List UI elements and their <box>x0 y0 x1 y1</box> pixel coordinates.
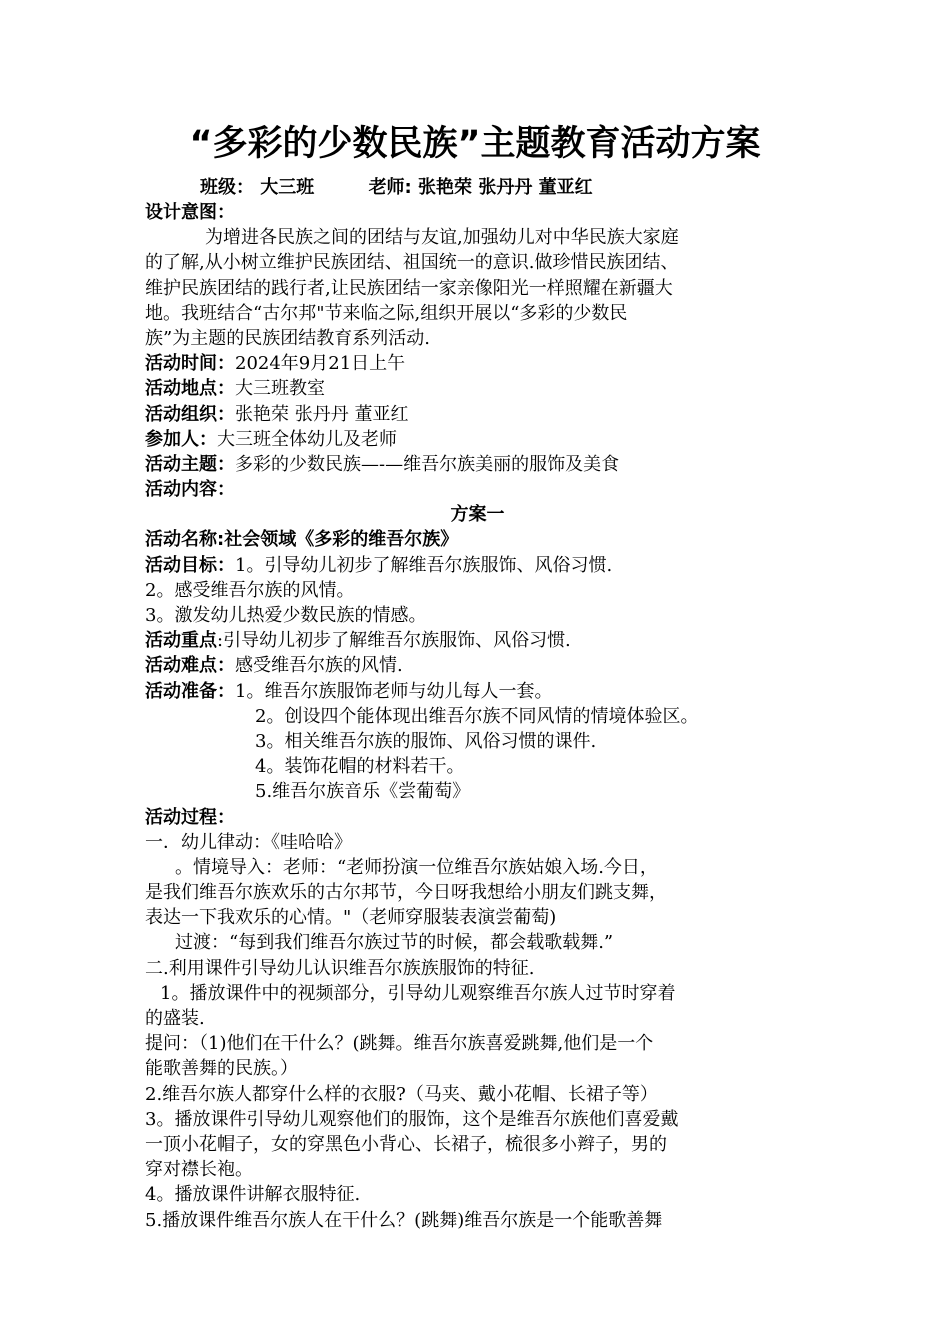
process-line: 过渡：“每到我们维吾尔族过节的时候，都会载歌载舞.” <box>175 932 614 954</box>
intent-line: 地。我班结合“古尔邦"节来临之际,组织开展以“多彩的少数民 <box>145 302 628 324</box>
process-heading: 活动过程： <box>145 806 235 828</box>
info-row-content <box>145 477 810 502</box>
prep-label: 活动准备： <box>145 680 235 702</box>
key-point-row <box>145 628 810 653</box>
goal-item: 3。激发幼儿热爱少数民族的情感。 <box>145 605 427 626</box>
process-line: 表达一下我欢乐的心情。"（老师穿服装表演尝葡萄) <box>145 907 557 929</box>
intent-line: 为增进各民族之间的团结与友谊,加强幼儿对中华民族大家庭 <box>205 227 679 249</box>
process-line: 3。播放课件引导幼儿观察他们的服饰，这个是维吾尔族他们喜爱戴 <box>145 1108 679 1130</box>
class-name: 大三班 <box>260 177 315 198</box>
process-line: 是我们维吾尔族欢乐的古尔邦节，今日呀我想给小朋友们跳支舞， <box>145 882 667 904</box>
process-line: 二.利用课件引导幼儿认识维吾尔族族服饰的特征. <box>145 957 535 979</box>
info-value: 大三班教室 <box>235 378 325 400</box>
info-label: 活动地点： <box>145 378 235 400</box>
info-value: 大三班全体幼儿及老师 <box>217 428 397 450</box>
goal-item: 2。感受维吾尔族的风情。 <box>145 579 355 601</box>
prep-item: 3。相关维吾尔族的服饰、风俗习惯的课件. <box>255 730 597 752</box>
info-value: 多彩的少数民族—-—维吾尔族美丽的服饰及美食 <box>235 453 620 475</box>
teacher-names: 张艳荣 张丹丹 董亚红 <box>418 177 593 198</box>
intent-line: 族”为主题的民族团结教育系列活动. <box>145 327 430 349</box>
prep-item: 2。创设四个能体现出维吾尔族不同风情的情境体验区。 <box>255 705 699 727</box>
activity-name-row <box>145 527 810 552</box>
activity-name-value: :社会领域《多彩的维吾尔族》 <box>217 529 459 551</box>
activity-name-label: 活动名称 <box>145 529 217 551</box>
process-line: 。情境导入：老师：“老师扮演一位维吾尔族姑娘入场.今日， <box>175 856 658 878</box>
plan-heading: 方案一 <box>450 504 505 526</box>
difficulty-label: 活动难点： <box>145 655 235 677</box>
process-line: 穿对襟长袍。 <box>145 1159 253 1181</box>
goal-row <box>145 553 810 578</box>
key-point-value: :引导幼儿初步了解维吾尔族服饰、风俗习惯. <box>217 630 571 652</box>
info-label: 参加人： <box>145 428 217 450</box>
prep-item: 5.维吾尔族音乐《尝葡萄》 <box>255 781 471 803</box>
info-row-location <box>145 376 810 401</box>
info-label: 活动时间： <box>145 353 235 375</box>
goal-label: 活动目标： <box>145 554 235 576</box>
goal-item: 1。引导幼儿初步了解维吾尔族服饰、风俗习惯. <box>235 554 613 576</box>
process-line: 的盛装. <box>145 1008 205 1029</box>
intent-line: 的了解,从小树立维护民族团结、祖国统一的意识.做珍惜民族团结、 <box>145 252 679 274</box>
info-label: 活动主题： <box>145 453 235 475</box>
teacher-label: 老师: <box>368 177 412 198</box>
info-row-participants <box>145 427 810 452</box>
intent-heading: 设计意图： <box>145 202 235 223</box>
prep-item: 4。装饰花帽的材料若干。 <box>255 756 465 778</box>
info-label: 活动组织： <box>145 403 235 425</box>
difficulty-row <box>145 653 810 678</box>
process-line: 5.播放课件维吾尔族人在干什么？(跳舞)维吾尔族是一个能歌善舞 <box>145 1209 663 1231</box>
process-line: 能歌善舞的民族。） <box>145 1058 298 1080</box>
process-line: 1。播放课件中的视频部分，引导幼儿观察维吾尔族人过节时穿着 <box>160 982 676 1004</box>
prep-row <box>145 679 810 704</box>
document-body <box>145 200 810 1233</box>
process-line: 提问：（1)他们在干什么？(跳舞。维吾尔族喜爱跳舞,他们是一个 <box>145 1033 654 1055</box>
info-row-organizer <box>145 402 810 427</box>
info-row-time <box>145 351 810 376</box>
info-value: 张艳荣 张丹丹 董亚红 <box>235 403 409 425</box>
process-line: 4。播放课件讲解衣服特征. <box>145 1184 361 1206</box>
intent-line: 维护民族团结的践行者,让民族团结一家亲像阳光一样照耀在新疆大 <box>145 277 673 299</box>
process-line: 一顶小花帽子，女的穿黑色小背心、长裙子，梳很多小辫子，男的 <box>145 1133 667 1155</box>
process-line: 一．幼儿律动：《哇哈哈》 <box>145 831 352 853</box>
info-value: 2024年9月21日上午 <box>235 353 406 375</box>
key-point-label: 活动重点 <box>145 630 217 652</box>
page-title: “多彩的少数民族”主题教育活动方案 <box>189 124 761 164</box>
class-info-line <box>200 175 593 201</box>
prep-item: 1。维吾尔族服饰老师与幼儿每人一套。 <box>235 680 553 702</box>
process-line: 2.维吾尔族人都穿什么样的衣服?（马夹、戴小花帽、长裙子等） <box>145 1083 658 1105</box>
class-label: 班级： <box>200 177 254 198</box>
difficulty-value: 感受维吾尔族的风情. <box>235 655 403 677</box>
info-label: 活动内容： <box>145 479 235 501</box>
info-row-theme <box>145 452 810 477</box>
